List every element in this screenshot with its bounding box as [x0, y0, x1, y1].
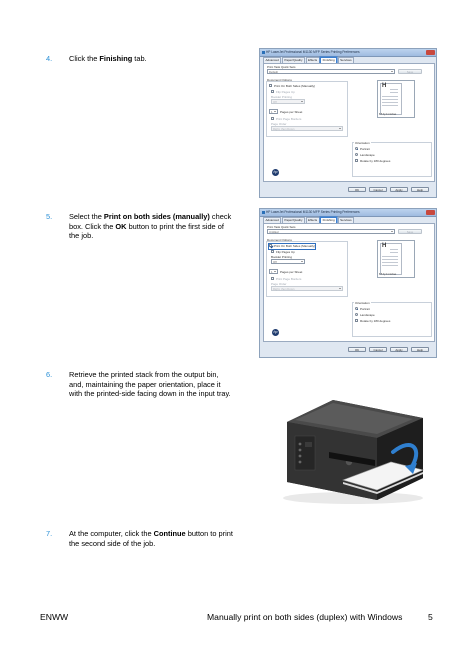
document-options-label: Document Options	[267, 78, 292, 82]
printing-preferences-dialog	[259, 48, 437, 198]
save-button[interactable]: Save	[398, 229, 422, 234]
print-page-borders-checkbox[interactable]	[271, 117, 274, 120]
close-icon[interactable]	[426, 210, 435, 215]
landscape-radio[interactable]	[355, 313, 358, 316]
preview-size-label: 8.5 by 11 inches	[379, 113, 397, 116]
help-button[interactable]: Help	[411, 187, 429, 192]
step-number: 4.	[46, 54, 53, 63]
booklet-layout-label: Booklet Printing	[271, 95, 293, 99]
pages-per-sheet-select[interactable]: 1	[269, 109, 278, 114]
preview-letter: H	[382, 83, 387, 89]
finishing-panel	[263, 63, 435, 182]
print-both-sides-label: Print On Both Sides (Manually)	[274, 83, 316, 88]
dialog-title: HP LaserJet Professional M1130 MFP Series Printing Preferences	[266, 49, 360, 54]
preview-letter: H	[382, 243, 387, 249]
pages-per-sheet-select[interactable]: 1	[269, 269, 278, 274]
flip-pages-up-label: Flip Pages Up	[276, 249, 295, 254]
print-both-sides-checkbox[interactable]	[269, 244, 272, 247]
orientation-label: Orientation	[355, 300, 370, 305]
landscape-label: Landscape	[360, 312, 375, 317]
chevron-down-icon	[339, 128, 341, 129]
document-options-label: Document Options	[267, 238, 292, 242]
printer-icon	[262, 211, 265, 214]
flip-pages-up-label: Flip Pages Up	[276, 89, 295, 94]
booklet-layout-label: Booklet Printing	[271, 255, 293, 259]
print-page-borders-checkbox[interactable]	[271, 277, 274, 280]
apply-button[interactable]: Apply	[390, 187, 408, 192]
portrait-label: Portrait	[360, 306, 370, 311]
page-preview	[377, 240, 415, 278]
step-text: Retrieve the printed stack from the output bin, and, maintaining the paper orientation, place it with the printed-side facing down in the input tray.	[69, 370, 231, 399]
preview-size-label: 8.5 by 11 inches	[379, 273, 397, 276]
ok-button[interactable]: OK	[348, 347, 366, 352]
portrait-label: Portrait	[360, 146, 370, 151]
step-text: Select the Print on both sides (manually) check box. Click the OK button to print the first side of the job.	[69, 212, 232, 241]
page-order-label: Page Order	[271, 282, 287, 286]
booklet-layout-select[interactable]: Off	[271, 99, 305, 104]
flip-pages-up-checkbox[interactable]	[271, 90, 274, 93]
step-number: 7.	[46, 529, 53, 538]
landscape-radio[interactable]	[355, 153, 358, 156]
panel-button-icon	[299, 461, 302, 464]
save-button[interactable]: Save	[398, 69, 422, 74]
portrait-radio[interactable]	[355, 147, 358, 150]
hp-logo: hp	[273, 170, 278, 174]
print-both-sides-label: Print On Both Sides (Manually)	[274, 243, 316, 248]
help-button[interactable]: Help	[411, 347, 429, 352]
chevron-down-icon	[301, 101, 303, 102]
finishing-panel	[263, 223, 435, 342]
tab-effects[interactable]: Effects	[306, 57, 320, 63]
print-page-borders-label: Print Page Borders	[276, 276, 302, 281]
quick-sets-label: Print Task Quick Sets	[267, 225, 296, 229]
booklet-layout-select[interactable]: Off	[271, 259, 305, 264]
rotate-180-checkbox[interactable]	[355, 319, 358, 322]
tab-advanced[interactable]: Advanced	[263, 217, 281, 223]
print-page-borders-label: Print Page Borders	[276, 116, 302, 121]
ok-button[interactable]: OK	[348, 187, 366, 192]
cancel-button[interactable]: Cancel	[369, 347, 387, 352]
hp-logo: hp	[273, 330, 278, 334]
print-both-sides-checkbox[interactable]	[269, 84, 272, 87]
panel-button-icon	[299, 455, 302, 458]
tab-advanced[interactable]: Advanced	[263, 57, 281, 63]
tab-paper-quality[interactable]: Paper/Quality	[282, 57, 305, 63]
panel-button-icon	[299, 449, 302, 452]
chevron-down-icon	[391, 231, 393, 232]
step-text: At the computer, click the Continue button to print the second side of the job.	[69, 529, 233, 548]
printer-illustration	[273, 370, 433, 510]
chevron-down-icon	[274, 271, 276, 272]
quick-sets-label: Print Task Quick Sets	[267, 65, 296, 69]
dialog-title-bar	[260, 49, 436, 57]
panel-button-icon	[299, 443, 302, 446]
tab-services[interactable]: Services	[338, 217, 355, 223]
control-panel	[295, 436, 315, 470]
page-number: 5	[428, 612, 433, 622]
page-order-select[interactable]: Right, then Down	[271, 126, 343, 131]
step-number: 5.	[46, 212, 53, 221]
rotate-180-checkbox[interactable]	[355, 159, 358, 162]
pages-per-sheet-label: Pages per Sheet	[280, 269, 303, 274]
footer-title: Manually print on both sides (duplex) with Windows	[207, 612, 403, 622]
tab-services[interactable]: Services	[338, 57, 355, 63]
footer-left: ENWW	[40, 612, 69, 622]
page-order-label: Page Order	[271, 122, 287, 126]
page-preview	[377, 80, 415, 118]
page-order-select[interactable]: Right, then Down	[271, 286, 343, 291]
chevron-down-icon	[339, 288, 341, 289]
close-icon[interactable]	[426, 50, 435, 55]
rotate-180-label: Rotate by 180 degrees	[360, 158, 391, 163]
step-text: Click the Finishing tab.	[69, 54, 147, 63]
quick-sets-select[interactable]: Untitled	[267, 229, 395, 234]
tab-finishing[interactable]: Finishing	[320, 57, 337, 63]
portrait-radio[interactable]	[355, 307, 358, 310]
step-number: 6.	[46, 370, 53, 379]
chevron-down-icon	[391, 71, 393, 72]
rotate-180-label: Rotate by 180 degrees	[360, 318, 391, 323]
landscape-label: Landscape	[360, 152, 375, 157]
tab-paper-quality[interactable]: Paper/Quality	[282, 217, 305, 223]
tab-effects[interactable]: Effects	[306, 217, 320, 223]
orientation-label: Orientation	[355, 140, 370, 145]
printing-preferences-dialog	[259, 208, 437, 358]
chevron-down-icon	[301, 261, 303, 262]
printer-icon	[262, 51, 265, 54]
flip-pages-up-checkbox[interactable]	[271, 250, 274, 253]
tab-finishing[interactable]: Finishing	[320, 217, 337, 223]
dialog-title-bar	[260, 209, 436, 217]
apply-button[interactable]: Apply	[390, 347, 408, 352]
quick-sets-select[interactable]: Default	[267, 69, 395, 74]
chevron-down-icon	[274, 111, 276, 112]
dialog-title: HP LaserJet Professional M1130 MFP Series Printing Preferences	[266, 209, 360, 214]
cancel-button[interactable]: Cancel	[369, 187, 387, 192]
panel-display	[305, 442, 312, 447]
pages-per-sheet-label: Pages per Sheet	[280, 109, 303, 114]
